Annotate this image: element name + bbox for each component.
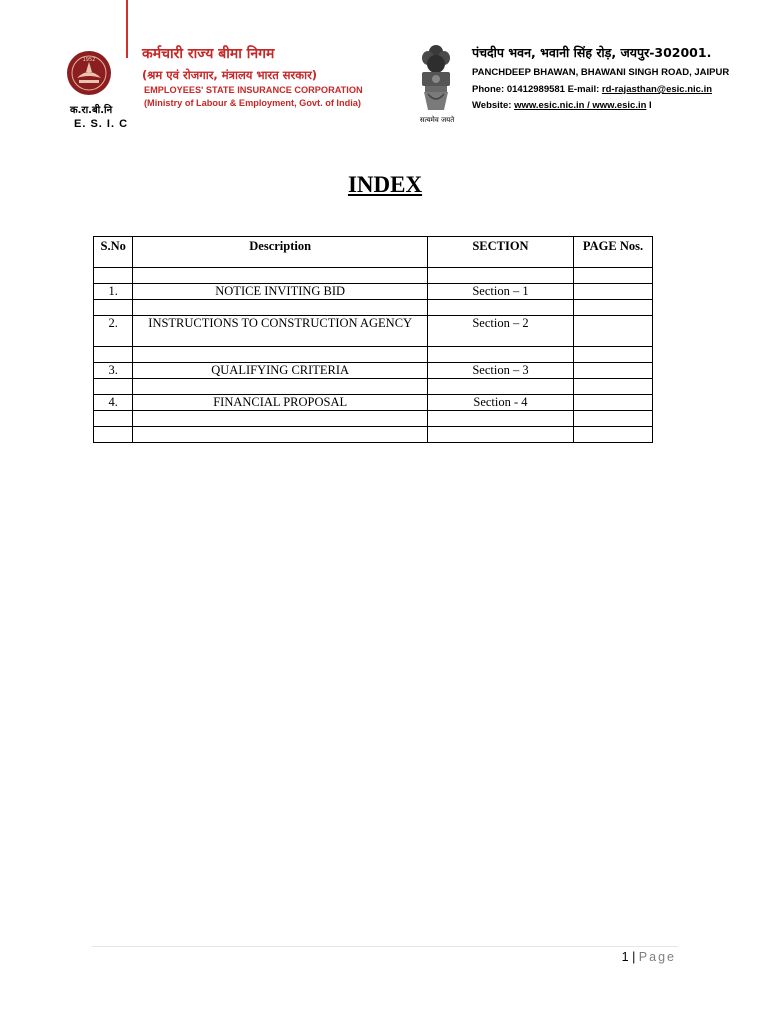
header-section: SECTION	[427, 237, 573, 268]
website-link[interactable]: www.esic.nic.in / www.esic.in	[514, 100, 647, 111]
emblem-motto: सत्यमेव जयते	[419, 116, 455, 124]
row-page	[574, 316, 653, 347]
row-description: INSTRUCTIONS TO CONSTRUCTION AGENCY	[133, 316, 427, 347]
page-footer	[560, 950, 676, 964]
org-ministry-english: (Ministry of Labour & Employment, Govt. of India)	[144, 98, 361, 108]
page-title-text: INDEX	[347, 172, 423, 197]
row-description: QUALIFYING CRITERIA	[133, 363, 427, 379]
footer-rule	[92, 946, 678, 947]
esic-abbr-english: E. S. I. C	[74, 118, 129, 130]
row-section: Section – 3	[427, 363, 573, 379]
header-sno: S.No	[94, 237, 133, 268]
header-page: PAGE Nos.	[574, 237, 653, 268]
table-spacer-row	[94, 268, 653, 284]
header-red-rule	[126, 0, 128, 58]
table-row	[94, 395, 653, 411]
page-number: 1	[621, 950, 629, 964]
row-section: Section – 1	[427, 284, 573, 300]
table-spacer-row	[94, 427, 653, 443]
table-spacer-row	[94, 347, 653, 363]
row-description: FINANCIAL PROPOSAL	[133, 395, 427, 411]
website-suffix: I	[646, 100, 652, 111]
index-table	[93, 236, 653, 443]
row-description: NOTICE INVITING BID	[133, 284, 427, 300]
org-ministry-hindi: (श्रम एवं रोजगार, मंत्रालय भारत सरकार)	[142, 68, 318, 82]
phone-text: Phone: 01412989581 E-mail:	[472, 84, 602, 95]
table-row	[94, 316, 653, 347]
table-spacer-row	[94, 411, 653, 427]
row-page	[574, 284, 653, 300]
page-separator: |	[632, 950, 636, 964]
website-line	[472, 100, 652, 111]
website-label: Website:	[472, 100, 515, 111]
table-row	[94, 363, 653, 379]
table-spacer-row	[94, 300, 653, 316]
table-spacer-row	[94, 379, 653, 395]
contact-line	[472, 84, 712, 95]
address-english: PANCHDEEP BHAWAN, BHAWANI SINGH ROAD, JAIPUR	[472, 67, 730, 78]
org-name-english: EMPLOYEES' STATE INSURANCE CORPORATION	[144, 85, 363, 95]
org-name-hindi: कर्मचारी राज्य बीमा निगम	[142, 46, 275, 62]
header-description: Description	[133, 237, 427, 268]
row-page	[574, 395, 653, 411]
page-word: Page	[638, 950, 676, 964]
row-section: Section - 4	[427, 395, 573, 411]
esic-abbr-hindi: क.रा.बी.नि	[70, 105, 113, 116]
esic-logo-icon	[66, 50, 112, 96]
logo-year: 1952	[82, 57, 96, 63]
row-page	[574, 363, 653, 379]
table-header-row	[94, 237, 653, 268]
row-sno: 2.	[94, 316, 133, 347]
national-emblem-icon	[416, 42, 456, 116]
row-sno: 1.	[94, 284, 133, 300]
address-hindi: पंचदीप भवन, भवानी सिंह रोड़, जयपुर-302001.	[472, 45, 712, 60]
row-sno: 3.	[94, 363, 133, 379]
table-row	[94, 284, 653, 300]
page-title	[0, 172, 770, 198]
row-sno: 4.	[94, 395, 133, 411]
row-section: Section – 2	[427, 316, 573, 347]
email-link[interactable]: rd-rajasthan@esic.nic.in	[601, 84, 713, 95]
